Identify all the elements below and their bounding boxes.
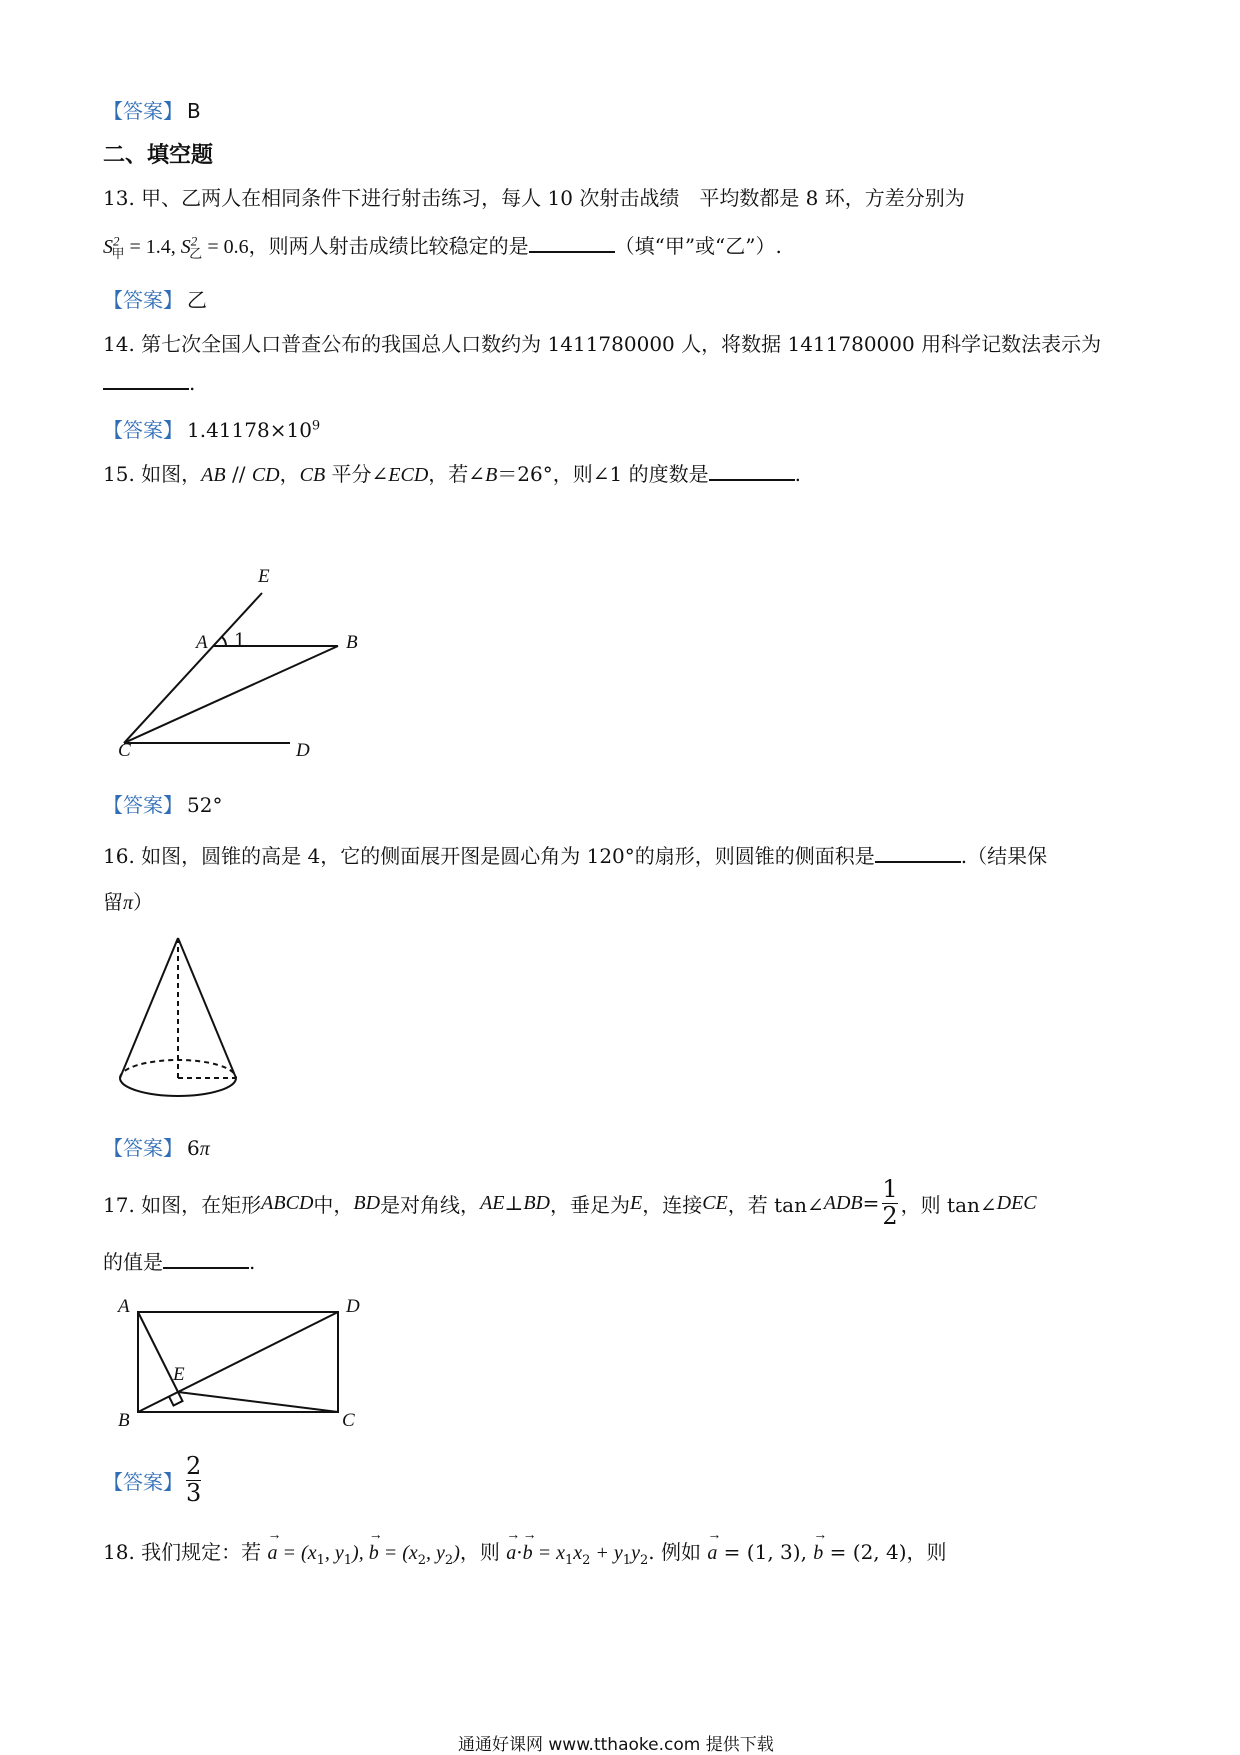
variance-formula: $S^2_甲 = 1.4$, $S^2_乙 = 0.6$ [103,233,249,261]
cone-base-front [120,1078,236,1096]
label-d: D [296,740,310,761]
question-13-line-2: $S^2_甲 = 1.4$, $S^2_乙 = 0.6$，则两人射击成绩比较稳定的是 （填“甲”或“乙”）. [103,233,782,261]
answer-value: 乙 [187,288,207,312]
cone-left-edge [120,938,178,1078]
question-13-line-1: 13. 甲、乙两人在相同条件下进行射击练习，每人 10 次射击战绩 平均数都是 8 环，方差分别为 [103,186,965,210]
answer-value: B [187,99,201,123]
diagonal-bd [138,1312,338,1412]
figure-16 [120,938,236,1096]
segment-ec [178,1392,338,1412]
label-d: D [346,1296,360,1317]
line-cb [124,646,338,743]
answer-tag: 【答案】 [103,1136,183,1160]
segment-ae [138,1312,178,1392]
question-16-line-1: 16. 如图，圆锥的高是 4，它的侧面展开图是圆心角为 120°的扇形，则圆锥的侧面积是 .（结果保 [103,844,1048,868]
label-e: E [173,1364,185,1385]
answer-blank [163,1249,249,1269]
section-title: 二、填空题 [103,143,214,168]
answer-tag: 【答案】 [103,793,183,817]
question-15-line-1: 15. 如图，AB // CD，CB 平分∠ECD，若∠B＝26°，则∠1 的度数是 . [103,462,801,486]
answer-tag: 【答案】 [103,288,183,312]
footer-source: 通通好课网 www.tthaoke.com 提供下载 [458,1735,774,1755]
answer-tag: 【答案】 [103,418,183,442]
answer-tag: 【答案】 [103,99,183,123]
label-a: A [196,632,208,653]
question-18-line-1: 18. 我们规定：若 → $a = (x_1$, $y_1$), → $b = (x_2$, $y_2$)，则 → $a\cdot\to b = x_1x_2 + y_1y_2$. 例如 → a = (1, 3), → b = (2, 4)，则 [103,1536,947,1568]
answer-blank [875,843,961,863]
answer-value: $\frac{2}{3}$ [186,1452,202,1507]
line-ce [124,593,262,743]
answer-line-15 [103,789,222,818]
question-14-line-2: . [103,370,195,395]
answer-value: 6π [187,1136,210,1160]
label-angle-1: 1 [234,630,246,651]
label-b: B [118,1410,130,1431]
label-e: E [258,566,270,587]
answer-line-17 [103,1450,204,1510]
angle-1-arc [222,637,226,646]
label-c: C [342,1410,355,1431]
label-c: C [118,740,131,761]
figure-15 [124,593,338,743]
fraction-one-half: $\frac{1}{2}$ [882,1175,898,1230]
question-14-line-1: 14. 第七次全国人口普查公布的我国总人口数约为 1411780000 人，将数据 1411780000 用科学记数法表示为 [103,332,1102,356]
cone-right-edge [178,938,236,1078]
answer-line-16 [103,1132,210,1161]
label-a: A [118,1296,130,1317]
question-16-line-2: 留π） [103,890,154,914]
question-17-line-2: 的值是 . [103,1250,256,1274]
answer-value: $1.41178\times 10^9$ [187,418,321,442]
figure-17 [138,1312,338,1412]
answer-value: 52° [187,793,223,817]
label-b: B [346,632,358,653]
question-17-line-1: 17. 如图，在矩形 ABCD 中， BD 是对角线， AE ⊥ BD ，垂足为 E ，连接 CE ，若 tan∠ ADB = $\frac{1}{2}$ ，则 tan∠ DEC [103,1175,1037,1230]
answer-tag: 【答案】 [103,1469,183,1494]
